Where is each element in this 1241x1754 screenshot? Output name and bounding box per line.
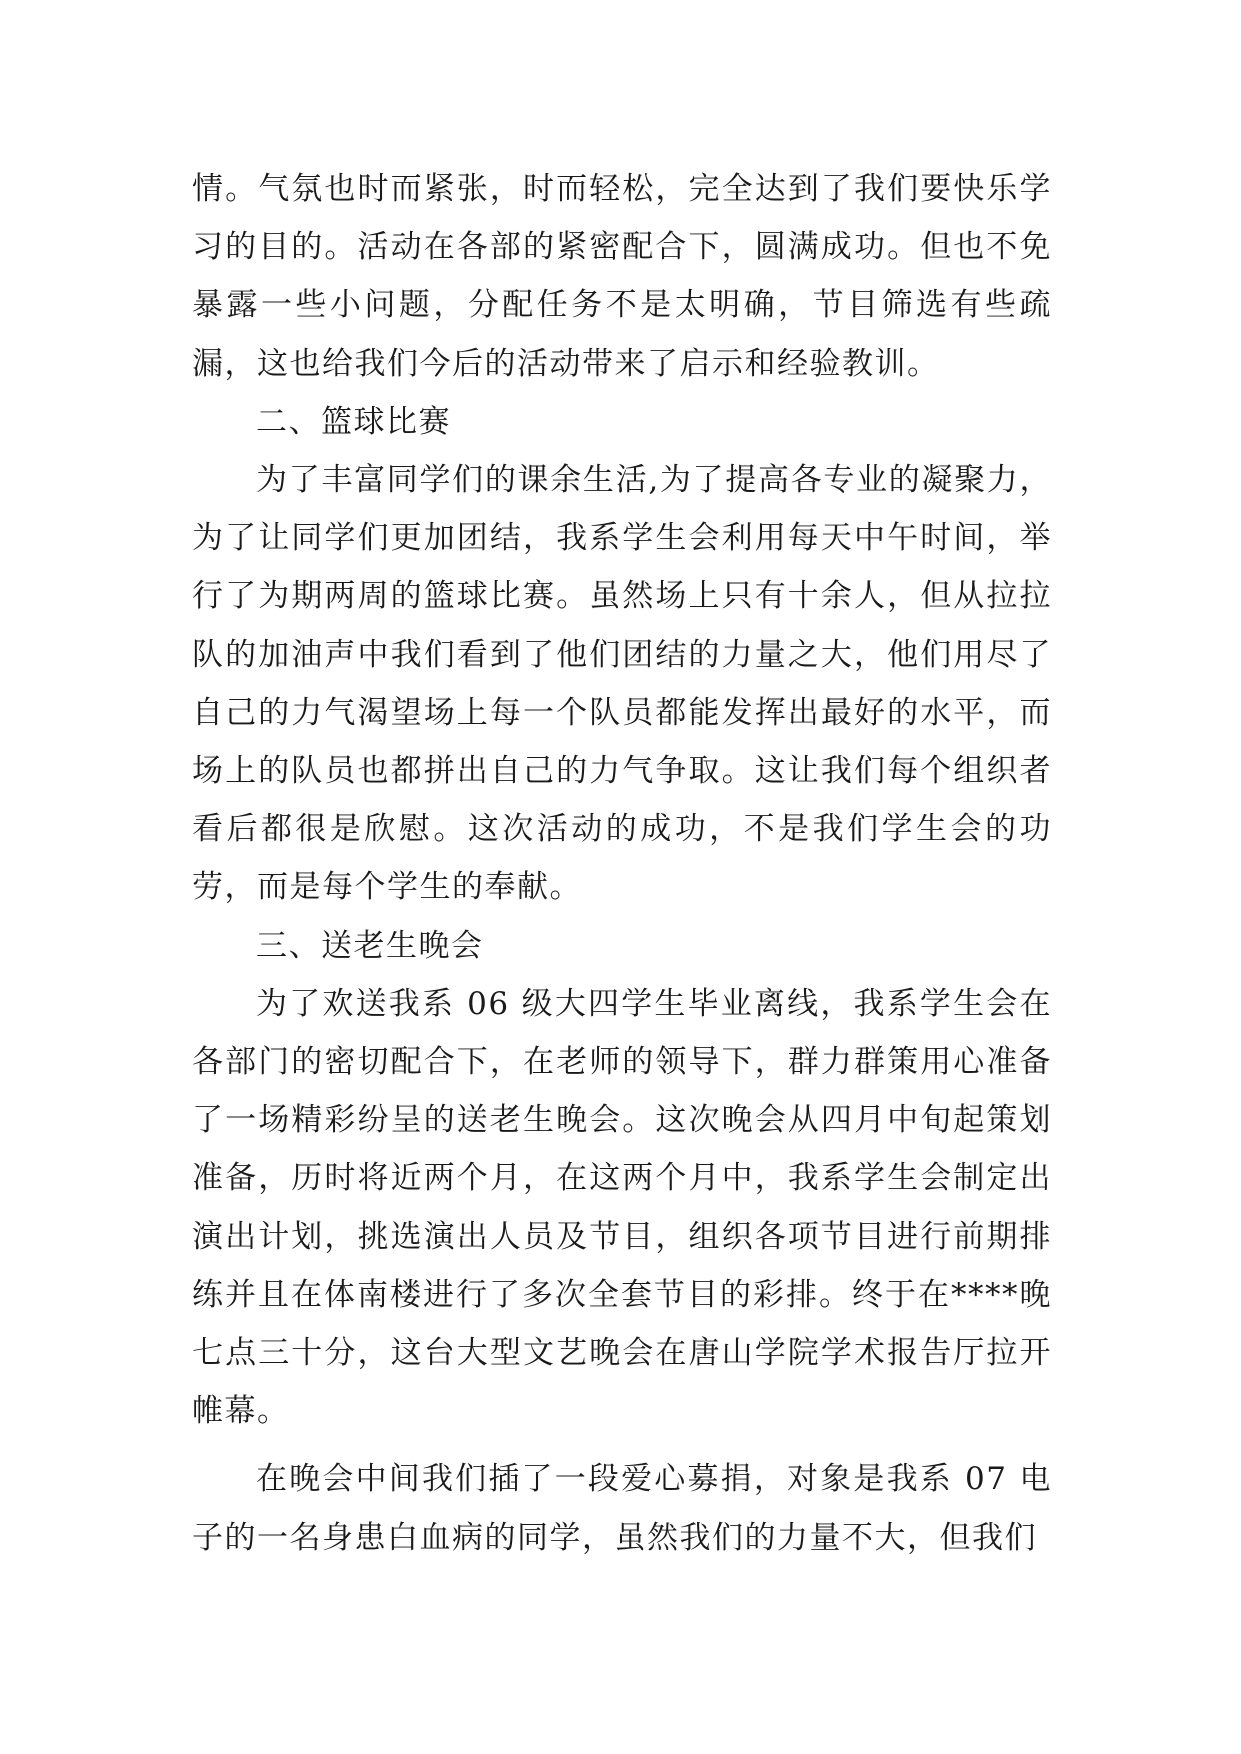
paragraph-continuation: 情。气氛也时而紧张，时而轻松，完全达到了我们要快乐学习的目的。活动在各部的紧密配合下，圆满成功。但也不免暴露一些小问题，分配任务不是太明确，节目筛选有些疏漏，这也给我们今后的活动带来了启示和经验教训。	[192, 171, 1052, 382]
paragraph-charity: 在晚会中间我们插了一段爱心募捐，对象是我系 07 电子的一名身患白血病的同学，虽然我们的力量不大，但我们	[192, 1461, 1052, 1556]
section-heading-basketball: 二、篮球比赛	[256, 403, 451, 440]
paragraph-farewell-party: 为了欢送我系 06 级大四学生毕业离线，我系学生会在各部门的密切配合下，在老师的领导下，群力群策用心准备了一场精彩纷呈的送老生晚会。这次晚会从四月中旬起策划准备，历时将近两个月，在这两个月中，我系学生会制定出演出计划，挑选演出人员及节目，组织各项节目进行前期排练并且在体南楼进行了多次全套节目的彩排。终于在****晚七点三十分，这台大型文艺晚会在唐山学院学术报告厅拉开帷幕。	[192, 985, 1052, 1430]
paragraph-basketball: 为了丰富同学们的课余生活,为了提高各专业的凝聚力，为了让同学们更加团结，我系学生会利用每天中午时间，举行了为期两周的篮球比赛。虽然场上只有十余人，但从拉拉队的加油声中我们看到了他们团结的力量之大，他们用尽了自己的力气渴望场上每一个队员都能发挥出最好的水平，而场上的队员也都拼出自己的力气争取。这让我们每个组织者看后都很是欣慰。这次活动的成功，不是我们学生会的功劳，而是每个学生的奉献。	[192, 462, 1052, 906]
document-body	[192, 160, 1052, 1567]
section-heading-farewell-party: 三、送老生晚会	[256, 927, 484, 964]
